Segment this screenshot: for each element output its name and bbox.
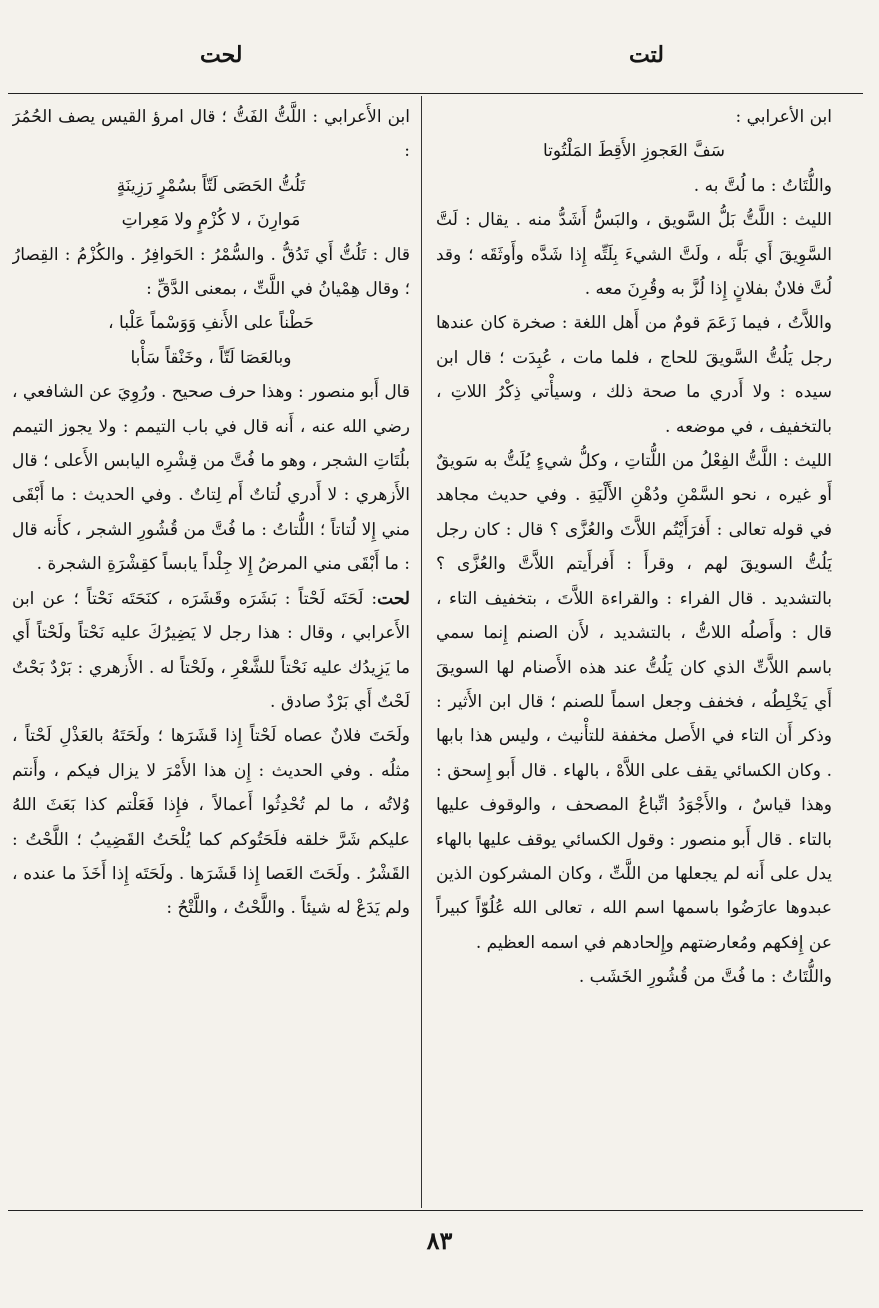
header-left-word: لحت	[200, 42, 243, 68]
top-rule	[8, 93, 863, 94]
entry-text: : لَحَتَه لَحْتاً : بَشَرَه وقَشَرَه ، كنَحَتَه نَحْتاً ؛ عن ابن الأَعرابي ، وقال : هذا رجل لا يَضِيرُكَ عليه نَحْتاً ولَحْتاً أَي ما يَزِيدُك عليه نَحْتاً للشَّعْرِ ، ولَحْتاً له . الأَزهري : بَرْدٌ بَحْتٌ لَحْتٌ أَي بَرْدٌ صادق .	[12, 588, 410, 712]
verse-line: حَطْناً على الأَنفِ وَوَسْماً عَلْبا ،	[108, 313, 314, 334]
paragraph: واللُّتَاتُ : ما لُتَّ به .	[693, 175, 832, 196]
right-column	[436, 100, 832, 1204]
paragraph: واللاَّتُ ، فيما زَعَمَ قومٌ من أَهل اللغة : صخرة كان عندها رجل يَلُتُّ السَّويقَ للحاج ، فلما مات ، عُبِدَت ؛ قال ابن سيده : ولا أَدري ما صحة ذلك ، وسيأْتي ذِكْرُ اللاتِ ، بالتخفيف ، في موضعه .	[436, 313, 832, 437]
text-line: ابن الأعرابي :	[735, 107, 832, 127]
paragraph: قال : تَلُتُّ أَي تَدُقُّ . والسُّمْرُ : الحَوافِرُ . والكُزْمُ : القِصارُ ؛ وقال هِمْيانُ في اللَّتِّ ، بمعنى الدَّقِّ :	[12, 244, 410, 300]
paragraph: الليث : اللَّتُّ الفِعْلُ من اللُّتاتِ ، وكلُّ شيءٍ يُلَتُّ به سَويقٌ أَو غيره ، نحو السَّمْنِ ودُهْنِ الأَلْيَةِ . وفي حديث مجاهد في قوله تعالى : أَفرَأَيْتُم اللاَّتَ والعُزَّى ؟ قال : كان رجل يَلُتُّ السويقَ لهم ، وقرأَ : أَفرأَيتم اللاَّتَّ والعُزَّى ؟ بالتشديد . قال الفراء : والقراءة اللاَّتَ ، بتخفيف التاء ، قال : وأَصلُه اللاتُّ ، بالتشديد ، لأَن الصنم إِنما سمي باسم اللاَّتِّ الذي كان يَلُتُّ عند هذه الأَصنام لها السويقَ أَي يَخْلِطُه ، فخفف وجعل اسماً للصنم ؛ قال ابن الأَثير : وذكر أَن التاء في الأَصل مخففة للتأْنيث ، وليس هذا بابها . وكان الكسائي يقف على اللاَّهْ ، بالهاء . قال أَبو إِسحق : وهذا قياسٌ ، والأَجْوَدُ اتِّباعُ المصحف ، والوقوف عليها بالتاء . قال أَبو منصور : وقول الكسائي يوقف عليها بالهاء يدل على أَنه لم يجعلها من اللَّتِّ ، وكان المشركون الذين عبدوها عارَضُوا باسمها اسم الله ، تعالى الله عُلُوّاً كبيراً عن إِفكهم ومُعارضتهم وإِلحادهم في اسمه العظيم .	[436, 451, 832, 953]
entry-headword: لحت	[377, 588, 410, 609]
left-column	[12, 100, 410, 1204]
page-header	[0, 36, 879, 86]
header-right-word: لتت	[629, 42, 664, 68]
bottom-rule	[8, 1210, 863, 1211]
paragraph: قال أَبو منصور : وهذا حرف صحيح . ورُوِيَ عن الشافعي ، رضي الله عنه ، أَنه قال في باب التيمم : ولا يجوز التيمم بلُتَاتِ الشجر ، وهو ما فُتَّ من قِشْرِه اليابس الأَعلى ؛ قال الأَزهري : لا أَدري لُتاتٌ أَم لِتاتٌ . وفي الحديث : ما أَبْقَى مني إِلا لُتاتاً ؛ اللُّتاتُ : ما فُتَّ من قُشُورِ الشجر ، كأَنه قال : ما أَبْقَى مني المرضُ إِلا جِلْداً يابساً كقِشْرَةِ الشجرة .	[12, 382, 410, 575]
paragraph: ابن الأَعرابي : اللَّتُّ الفَتُّ ؛ قال امرؤ القيس يصف الحُمُرَ :	[12, 107, 410, 162]
page-number: ٨٣	[426, 1226, 453, 1255]
column-divider	[421, 96, 422, 1208]
paragraph: الليث : اللَّتُّ بَلُّ السَّويق ، والبَسُّ أَشَدُّ منه . يقال : لَتَّ السَّوِيقَ أَي بَلَّه ، ولَتَّ الشيءَ بِلَتِّه إِذا شَدَّه وأَوثَقَه ؛ وقد لُتَّ فلانٌ بفلانٍ إِذا لُزَّ به وقُرِنَ معه .	[436, 210, 832, 300]
verse-line: تَلُتُّ الحَصَى لَتّاً بسُمْرٍ رَزِينَةٍ	[116, 175, 306, 196]
entry-paragraph	[12, 582, 410, 720]
verse-line: وبالعَصَا لَتّاً ، وخَنْقاً سَأْبا	[130, 347, 292, 368]
paragraph: واللُّتَاتُ : ما فُتَّ من قُشُورِ الخَشَب .	[578, 967, 832, 988]
verse-line: مَوارِنَ ، لا كُزْمٍ ولا مَعِراتِ	[121, 210, 301, 231]
verse-line: سَفَّ العَجوزِ الأَقِطَ المَلْتُوتا	[543, 141, 725, 162]
paragraph: ولَحَتَ فلانٌ عصاه لَحْتاً إِذا قَشَرَها ؛ ولَحَتَهُ بالعَذْلِ لَحْتاً ، مثلُه . وفي الحديث : إِن هذا الأَمْرَ لا يزال فيكم ، وأَنتم وُلاتُه ، ما لم تُحْدِثُوا أَعمالاً ، فإِذا فَعَلْتم كذا بَعَثَ اللهُ عليكم شَرَّ خلقه فلَحَتُوكم كما يُلْحَتُ القَضِيبُ ؛ اللَّحْتُ : القَشْرُ . ولَحَتَ العَصا إِذا قَشَرَها . ولَحَتَه إِذا أَخَذَ ما عنده ، ولم يَدَعْ له شيئاً . واللَّحْتُ ، واللَّتْحُ :	[12, 726, 410, 919]
